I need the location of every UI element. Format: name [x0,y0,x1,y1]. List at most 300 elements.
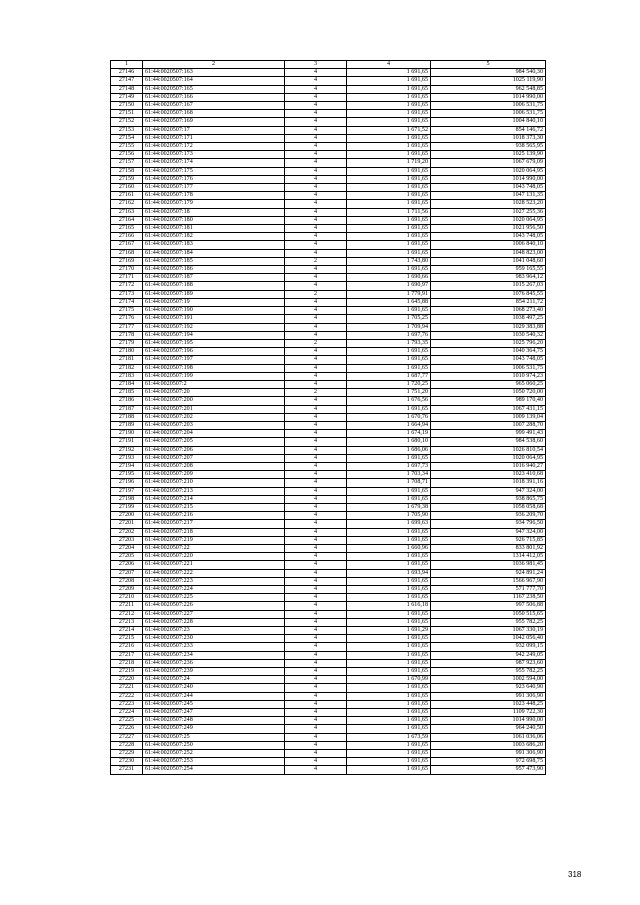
table-row [111,405,546,413]
group-cell: 4 [285,487,347,495]
cadastral-number-cell: 61:44:0020507:249 [143,725,285,733]
value-cell: 1041 048,60 [431,257,546,265]
rate-cell: 1 680,10 [347,438,431,446]
cadastral-number-cell: 61:44:0020507:24 [143,676,285,684]
row-number-cell: 27158 [111,167,143,175]
row-number-cell: 27188 [111,413,143,421]
group-cell: 4 [285,438,347,446]
cadastral-number-cell: 61:44:0020507:226 [143,602,285,610]
group-cell: 4 [285,225,347,233]
cadastral-number-cell: 61:44:0020507:178 [143,192,285,200]
rate-cell: 1 686,06 [347,446,431,454]
cadastral-number-cell: 61:44:0020507:248 [143,717,285,725]
row-number-cell: 27168 [111,249,143,257]
group-cell: 4 [285,503,347,511]
group-cell: 4 [285,102,347,110]
row-number-cell: 27226 [111,725,143,733]
value-cell: 1027 255,36 [431,208,546,216]
row-number-cell: 27195 [111,471,143,479]
table-row [111,339,546,347]
rate-cell: 1 691,65 [347,610,431,618]
row-number-cell: 27159 [111,175,143,183]
value-cell: 1025 119,90 [431,77,546,85]
row-number-cell: 27174 [111,298,143,306]
row-number-cell: 27175 [111,307,143,315]
rate-cell: 1 691,65 [347,659,431,667]
group-cell: 4 [285,118,347,126]
value-cell: 1026 810,54 [431,446,546,454]
table-row [111,421,546,429]
value-cell: 854 211,72 [431,298,546,306]
table-row [111,709,546,717]
rate-cell: 1 690,97 [347,282,431,290]
row-number-cell: 27153 [111,126,143,134]
cadastral-number-cell: 61:44:0020507:205 [143,438,285,446]
rate-cell: 1 703,34 [347,471,431,479]
table-row [111,77,546,85]
table-row [111,544,546,552]
table-row [111,143,546,151]
value-cell: 1068 273,40 [431,307,546,315]
table-row [111,331,546,339]
table-row [111,257,546,265]
group-cell: 4 [285,454,347,462]
rate-cell: 1 699,63 [347,520,431,528]
cadastral-number-cell: 61:44:0020507:197 [143,356,285,364]
cadastral-number-cell: 61:44:0020507:196 [143,348,285,356]
row-number-cell: 27178 [111,331,143,339]
rate-cell: 1 691,65 [347,766,431,774]
group-cell: 4 [285,380,347,388]
value-cell: 1029 383,88 [431,323,546,331]
value-cell: 1018 391,16 [431,479,546,487]
table-row [111,733,546,741]
value-cell: 934 796,50 [431,520,546,528]
group-cell: 4 [285,85,347,93]
row-number-cell: 27171 [111,274,143,282]
row-number-cell: 27212 [111,610,143,618]
row-number-cell: 27210 [111,594,143,602]
cadastral-number-cell: 61:44:0020507:22 [143,544,285,552]
table-row [111,348,546,356]
value-cell: 1020 064,95 [431,167,546,175]
value-cell: 1314 412,05 [431,553,546,561]
group-cell: 4 [285,159,347,167]
table-row [111,495,546,503]
cadastral-number-cell: 61:44:0020507:244 [143,692,285,700]
group-cell: 4 [285,750,347,758]
cadastral-number-cell: 61:44:0020507:191 [143,315,285,323]
cadastral-number-cell: 61:44:0020507:247 [143,709,285,717]
row-number-cell: 27218 [111,659,143,667]
cadastral-number-cell: 61:44:0020507:210 [143,479,285,487]
group-cell: 4 [285,446,347,454]
rate-cell: 1 674,19 [347,430,431,438]
row-number-cell: 27228 [111,741,143,749]
rate-cell: 1 705,90 [347,512,431,520]
rate-cell: 1 691,29 [347,627,431,635]
cadastral-number-cell: 61:44:0020507:198 [143,364,285,372]
value-cell: 1067 330,19 [431,627,546,635]
value-cell: 1023 410,68 [431,471,546,479]
cadastral-number-cell: 61:44:0020507:227 [143,610,285,618]
value-cell: 1006 531,75 [431,102,546,110]
value-cell: 1067 431,15 [431,405,546,413]
value-cell: 1058 058,68 [431,503,546,511]
cadastral-number-cell: 61:44:0020507:181 [143,225,285,233]
value-cell: 936 209,70 [431,512,546,520]
table-row [111,692,546,700]
cadastral-number-cell: 61:44:0020507:2 [143,380,285,388]
table-row [111,462,546,470]
cadastral-number-cell: 61:44:0020507:200 [143,397,285,405]
row-number-cell: 27227 [111,733,143,741]
rate-cell: 1 691,65 [347,356,431,364]
cadastral-number-cell: 61:44:0020507:199 [143,372,285,380]
value-cell: 947 324,00 [431,487,546,495]
cadastral-number-cell: 61:44:0020507:220 [143,553,285,561]
table-row [111,208,546,216]
table-row [111,512,546,520]
value-cell: 1036 981,45 [431,561,546,569]
table-row [111,389,546,397]
cadastral-number-cell: 61:44:0020507:179 [143,200,285,208]
row-number-cell: 27192 [111,446,143,454]
group-cell: 4 [285,635,347,643]
value-cell: 1566 967,90 [431,577,546,585]
group-cell: 4 [285,430,347,438]
table-row [111,307,546,315]
cadastral-number-cell: 61:44:0020507:184 [143,249,285,257]
group-cell: 4 [285,618,347,626]
table-row [111,651,546,659]
cadastral-number-cell: 61:44:0020507:201 [143,405,285,413]
cadastral-number-cell: 61:44:0020507:163 [143,69,285,77]
table-row [111,454,546,462]
row-number-cell: 27224 [111,709,143,717]
table-row [111,241,546,249]
rate-cell: 1 691,65 [347,536,431,544]
rate-cell: 1 691,65 [347,266,431,274]
cadastral-number-cell: 61:44:0020507:240 [143,684,285,692]
rate-cell: 1 691,65 [347,651,431,659]
rate-cell: 1 671,52 [347,126,431,134]
row-number-cell: 27180 [111,348,143,356]
value-cell: 987 923,60 [431,659,546,667]
group-cell: 4 [285,69,347,77]
table-row [111,110,546,118]
group-cell: 4 [285,659,347,667]
table-row [111,167,546,175]
cadastral-number-cell: 61:44:0020507:224 [143,586,285,594]
group-cell: 4 [285,766,347,774]
row-number-cell: 27150 [111,102,143,110]
table-row [111,175,546,183]
group-cell: 4 [285,266,347,274]
cadastral-number-cell: 61:44:0020507:23 [143,627,285,635]
rate-cell: 1 691,65 [347,553,431,561]
header-row [111,61,546,69]
row-number-cell: 27203 [111,536,143,544]
table-row [111,750,546,758]
group-cell: 4 [285,700,347,708]
group-cell: 4 [285,553,347,561]
group-cell: 4 [285,684,347,692]
cadastral-number-cell: 61:44:0020507:253 [143,758,285,766]
group-cell: 4 [285,692,347,700]
group-cell: 4 [285,77,347,85]
value-cell: 1009 139,04 [431,413,546,421]
row-number-cell: 27155 [111,143,143,151]
group-cell: 4 [285,241,347,249]
value-cell: 1020 064,95 [431,454,546,462]
cadastral-number-cell: 61:44:0020507:177 [143,184,285,192]
rate-cell: 1 691,65 [347,717,431,725]
row-number-cell: 27204 [111,544,143,552]
group-cell: 4 [285,315,347,323]
rate-cell: 1 691,65 [347,167,431,175]
table-row [111,446,546,454]
cadastral-number-cell: 61:44:0020507:213 [143,487,285,495]
rate-cell: 1 691,65 [347,134,431,142]
rate-cell: 1 691,65 [347,586,431,594]
cadastral-number-cell: 61:44:0020507:189 [143,290,285,298]
group-cell: 4 [285,709,347,717]
table-row [111,758,546,766]
group-cell: 4 [285,479,347,487]
value-cell: 1043 748,05 [431,184,546,192]
row-number-cell: 27166 [111,233,143,241]
cadastral-number-cell: 61:44:0020507:217 [143,520,285,528]
rate-cell: 1 719,20 [347,159,431,167]
table-row [111,643,546,651]
cadastral-number-cell: 61:44:0020507:168 [143,110,285,118]
row-number-cell: 27151 [111,110,143,118]
rate-cell: 1 697,76 [347,331,431,339]
row-number-cell: 27216 [111,643,143,651]
row-number-cell: 27164 [111,216,143,224]
rate-cell: 1 691,65 [347,750,431,758]
rate-cell: 1 779,91 [347,290,431,298]
cadastral-number-cell: 61:44:0020507:185 [143,257,285,265]
table-row [111,430,546,438]
value-cell: 1038 497,25 [431,315,546,323]
row-number-cell: 27207 [111,569,143,577]
cadastral-number-cell: 61:44:0020507:221 [143,561,285,569]
rate-cell: 1 711,56 [347,208,431,216]
value-cell: 1025 139,90 [431,151,546,159]
rate-cell: 1 751,20 [347,389,431,397]
group-cell: 4 [285,758,347,766]
table-row [111,69,546,77]
cadastral-number-cell: 61:44:0020507:222 [143,569,285,577]
row-number-cell: 27167 [111,241,143,249]
rate-cell: 1 691,65 [347,635,431,643]
rate-cell: 1 691,65 [347,85,431,93]
table-row [111,627,546,635]
row-number-cell: 27219 [111,668,143,676]
table-row [111,93,546,101]
value-cell: 1076 845,55 [431,290,546,298]
value-cell: 854 146,72 [431,126,546,134]
row-number-cell: 27222 [111,692,143,700]
table-row [111,487,546,495]
value-cell: 932 099,15 [431,643,546,651]
row-number-cell: 27156 [111,151,143,159]
value-cell: 926 715,85 [431,536,546,544]
table-row [111,216,546,224]
table-row [111,659,546,667]
table-row [111,586,546,594]
group-cell: 4 [285,536,347,544]
value-cell: 1018 373,30 [431,134,546,142]
data-table [110,60,546,775]
cadastral-number-cell: 61:44:0020507:252 [143,750,285,758]
value-cell: 1067 679,09 [431,159,546,167]
row-number-cell: 27170 [111,266,143,274]
row-number-cell: 27229 [111,750,143,758]
table-row [111,561,546,569]
table-row [111,290,546,298]
page-number: 318 [568,870,582,879]
row-number-cell: 27193 [111,454,143,462]
row-number-cell: 27198 [111,495,143,503]
table-row [111,266,546,274]
rate-cell: 1 691,65 [347,454,431,462]
row-number-cell: 27173 [111,290,143,298]
rate-cell: 1 720,25 [347,380,431,388]
table-row [111,315,546,323]
row-number-cell: 27184 [111,380,143,388]
group-cell: 4 [285,143,347,151]
group-cell: 4 [285,741,347,749]
rate-cell: 1 691,65 [347,495,431,503]
value-cell: 1040 364,75 [431,348,546,356]
value-cell: 989 170,40 [431,397,546,405]
row-number-cell: 27206 [111,561,143,569]
cadastral-number-cell: 61:44:0020507:171 [143,134,285,142]
group-cell: 4 [285,512,347,520]
group-cell: 4 [285,216,347,224]
table-row [111,397,546,405]
group-cell: 4 [285,274,347,282]
group-cell: 2 [285,339,347,347]
cadastral-number-cell: 61:44:0020507:219 [143,536,285,544]
value-cell: 1014 990,00 [431,93,546,101]
row-number-cell: 27201 [111,520,143,528]
group-cell: 4 [285,462,347,470]
row-number-cell: 27231 [111,766,143,774]
table-row [111,503,546,511]
rate-cell: 1 691,65 [347,241,431,249]
table-row [111,200,546,208]
group-cell: 4 [285,610,347,618]
rate-cell: 1 793,35 [347,339,431,347]
rate-cell: 1 708,71 [347,479,431,487]
value-cell: 1043 748,05 [431,233,546,241]
rate-cell: 1 691,65 [347,577,431,585]
table-row [111,298,546,306]
table-row [111,323,546,331]
value-cell: 999 491,43 [431,430,546,438]
row-number-cell: 27221 [111,684,143,692]
row-number-cell: 27181 [111,356,143,364]
value-cell: 1003 686,20 [431,741,546,749]
cadastral-number-cell: 61:44:0020507:175 [143,167,285,175]
group-cell: 4 [285,627,347,635]
value-cell: 938 865,75 [431,495,546,503]
value-cell: 833 801,92 [431,544,546,552]
cadastral-number-cell: 61:44:0020507:167 [143,102,285,110]
rate-cell: 1 691,65 [347,216,431,224]
rate-cell: 1 616,18 [347,602,431,610]
cadastral-number-cell: 61:44:0020507:19 [143,298,285,306]
row-number-cell: 27177 [111,323,143,331]
row-number-cell: 27215 [111,635,143,643]
value-cell: 1004 840,10 [431,118,546,126]
value-cell: 1010 974,23 [431,372,546,380]
rate-cell: 1 691,65 [347,725,431,733]
group-cell: 4 [285,200,347,208]
value-cell: 962 548,85 [431,85,546,93]
rate-cell: 1 691,65 [347,233,431,241]
cadastral-number-cell: 61:44:0020507:188 [143,282,285,290]
group-cell: 4 [285,520,347,528]
table-row [111,536,546,544]
cadastral-number-cell: 61:44:0020507:204 [143,430,285,438]
cadastral-number-cell: 61:44:0020507:25 [143,733,285,741]
group-cell: 4 [285,577,347,585]
group-cell: 4 [285,93,347,101]
value-cell: 1007 288,70 [431,421,546,429]
value-cell: 984 540,30 [431,69,546,77]
rate-cell: 1 691,65 [347,192,431,200]
table-row [111,569,546,577]
rate-cell: 1 691,65 [347,668,431,676]
row-number-cell: 27223 [111,700,143,708]
row-number-cell: 27208 [111,577,143,585]
group-cell: 2 [285,389,347,397]
rate-cell: 1 664,94 [347,421,431,429]
cadastral-number-cell: 61:44:0020507:20 [143,389,285,397]
table-row [111,594,546,602]
row-number-cell: 27169 [111,257,143,265]
table-row [111,635,546,643]
rate-cell: 1 691,65 [347,692,431,700]
row-number-cell: 27186 [111,397,143,405]
column-header-5: 5 [431,61,546,69]
table-row [111,610,546,618]
rate-cell: 1 691,65 [347,69,431,77]
row-number-cell: 27189 [111,421,143,429]
cadastral-number-cell: 61:44:0020507:183 [143,241,285,249]
group-cell: 4 [285,528,347,536]
value-cell: 1006 531,75 [431,364,546,372]
value-cell: 1043 748,05 [431,356,546,364]
rate-cell: 1 705,25 [347,315,431,323]
rate-cell: 1 691,65 [347,151,431,159]
row-number-cell: 27176 [111,315,143,323]
table-row [111,372,546,380]
rate-cell: 1 673,59 [347,733,431,741]
cadastral-number-cell: 61:44:0020507:225 [143,594,285,602]
group-cell: 4 [285,561,347,569]
row-number-cell: 27152 [111,118,143,126]
group-cell: 4 [285,717,347,725]
table-row [111,553,546,561]
value-cell: 955 782,25 [431,668,546,676]
rate-cell: 1 691,65 [347,364,431,372]
